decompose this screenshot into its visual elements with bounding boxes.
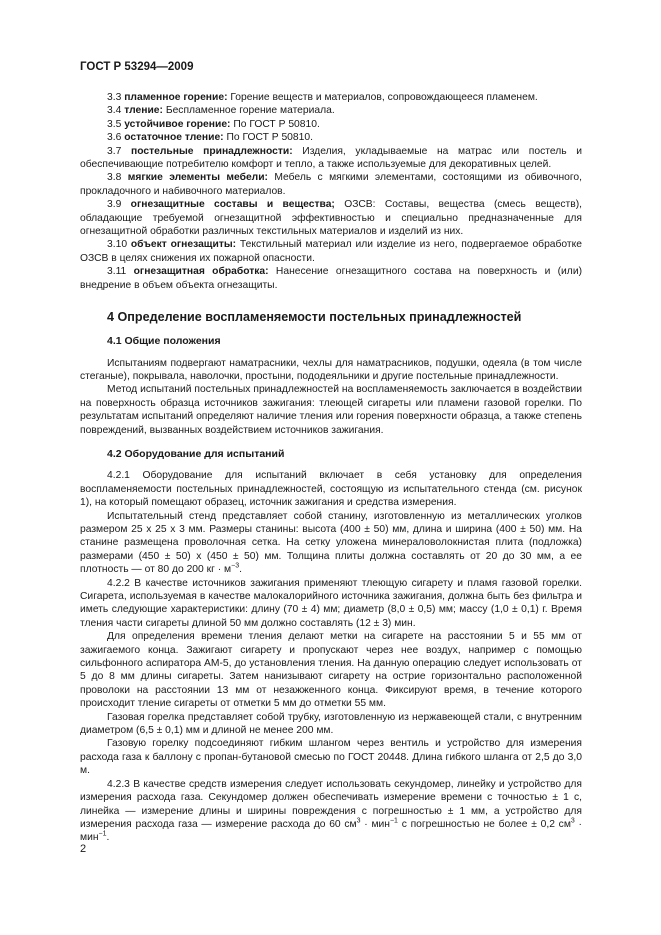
definition-item: 3.3 пламенное горение: Горение веществ и материалов, сопровождающееся пламенем.	[107, 92, 538, 103]
paragraph: Метод испытаний постельных принадлежностей на воспламеняемость заключается в воздействии на поверхность образца источников зажигания: тлеющей сигареты или пламени газовой горелки. По результатам испытаний определяют наличие тления или горения поверхности образца, а также степень повреждений, вызванных воздействием источников зажигания.	[80, 384, 582, 436]
definition-item: 3.4 тление: Беспламенное горение материала.	[107, 105, 335, 117]
definition-term: огнезащитные составы и вещества;	[130, 199, 335, 211]
definition-term: устойчивое горение:	[124, 118, 231, 130]
definition-term: пламенное горение:	[124, 92, 228, 103]
definition-term: тление:	[124, 105, 163, 117]
subsection-heading: 4.1 Общие положения	[107, 335, 221, 348]
paragraph: 4.2.2 В качестве источников зажигания применяют тлеющую сигарету и пламя газовой горелки. Сигарета, используемая в качестве малокалорийного источника зажигания, должна быть без фильтра и иметь следующие характеристики: длину (70 ± 4) мм; диаметр (8,0 ± 0,5) мм; массу (1,0 ± 0,1) г. Время тления части сигареты длиной 50 мм должно составлять (12 ± 3) мин.	[80, 577, 582, 629]
definition-item: 3.11 огнезащитная обработка: Нанесение огнезащитного состава на поверхность и (или) внедрение в объем объекта огнезащиты.	[80, 266, 582, 291]
paragraph: Для определения времени тления делают метки на сигарете на расстоянии 5 и 55 мм от зажигаемого конца. Зажигают сигарету и пропускают через нее воздух, например с помощью сильфонного аспиратора АМ-5, до установления тления. На данную операцию следует использовать от 5 до 8 мм длины сигареты. Затем нанизывают сигарету на острие горизонтально расположенной проволоки на расстоянии 13 мм от незажженного конца. Фиксируют время, в течение которого происходит тление сигареты от отметки 5 мм до отметки 55 мм.	[80, 631, 582, 710]
paragraph: 4.2.3 В качестве средств измерения следует использовать секундомер, линейку и устройство для измерения расхода газа. Секундомер должен обеспечивать измерение времени с точностью ± 1 с, линейка — измерение длины и ширины повреждения с погрешностью ± 1 мм, а устройство для измерения расхода газа — измерение расхода до 60 $см^3 \cdot мин^{-1}$ с погрешностью не более ± 0,2 $см^3 \cdot мин^{-1}$.	[80, 778, 582, 844]
paragraph: Газовую горелку подсоединяют гибким шлангом через вентиль и устройство для измерения расхода газа к баллону с пропан-бутановой смесью по ГОСТ 20448. Длина гибкого шланга от 2,5 до 3,0 м.	[80, 738, 582, 777]
section-heading: 4 Определение воспламеняемости постельных принадлежностей	[107, 310, 522, 325]
definition-term: постельные принадлежности:	[130, 145, 293, 157]
paragraph: 4.2.1 Оборудование для испытаний включает в себя установку для определения воспламеняемости постельных принадлежностей, состоящую из испытательного стенда (см. рисунок 1), на который помещают образец, источник зажигания и средства измерения.	[80, 470, 582, 509]
paragraph: Испытательный стенд представляет собой станину, изготовленную из металлических уголков размером 25 х 25 х 3 мм. Размеры станины: высота (400 ± 50) мм, длина и ширина (400 ± 50) мм. На станине размещена проволочная сетка. На сетку уложена минераловолокнистая плита (подложка) размерами (450 ± 50) х (450 ± 50) мм. Толщина плиты должна составлять от 20 до 30 мм, а ее плотность — от 80 до 200 кг · $м^{-3}$.	[80, 510, 582, 576]
document-header: ГОСТ Р 53294—2009	[80, 61, 194, 73]
definition-item: 3.5 устойчивое горение: По ГОСТ Р 50810.	[107, 118, 320, 130]
definition-item: 3.6 остаточное тление: По ГОСТ Р 50810.	[107, 132, 313, 144]
page-number: 2	[80, 843, 87, 855]
definition-term: объект огнезащиты:	[130, 239, 237, 251]
definition-item: 3.7 постельные принадлежности: Изделия, укладываемые на матрас или постель и обеспечивающие потребителю комфорт и тепло, а также используемые для декоративных целей.	[80, 145, 582, 171]
definition-term: остаточное тление:	[124, 132, 224, 144]
subsection-heading: 4.2 Оборудование для испытаний	[107, 447, 285, 460]
definition-item: 3.10 объект огнезащиты: Текстильный материал или изделие из него, подвергаемое обработке ОЗСВ в целях снижения их пожарной опасности.	[80, 239, 582, 264]
definition-term: мягкие элементы мебели:	[127, 172, 268, 184]
definition-term: огнезащитная обработка:	[133, 266, 269, 278]
definition-item: 3.9 огнезащитные составы и вещества; ОЗСВ: Составы, вещества (смесь веществ), обладающие требуемой огнезащитной эффективностью и специально предназначенные для огнезащитной обработки различных текстильных материалов и изделий из них.	[80, 199, 582, 238]
document-body	[80, 91, 582, 845]
paragraph: Испытаниям подвергают наматрасники, чехлы для наматрасников, подушки, одеяла (в том числе стеганые), покрывала, наволочки, простыни, пододеяльники и другие постельные принадлежности.	[80, 357, 582, 382]
definition-item: 3.8 мягкие элементы мебели: Мебель с мягкими элементами, состоящими из обивочного, прокладочного и набивочного материалов.	[80, 172, 582, 197]
paragraph: Газовая горелка представляет собой трубку, изготовленную из нержавеющей стали, с внутренним диаметром (6,5 ± 0,1) мм и длиной не менее 200 мм.	[80, 711, 582, 737]
definitions-list	[80, 91, 582, 292]
